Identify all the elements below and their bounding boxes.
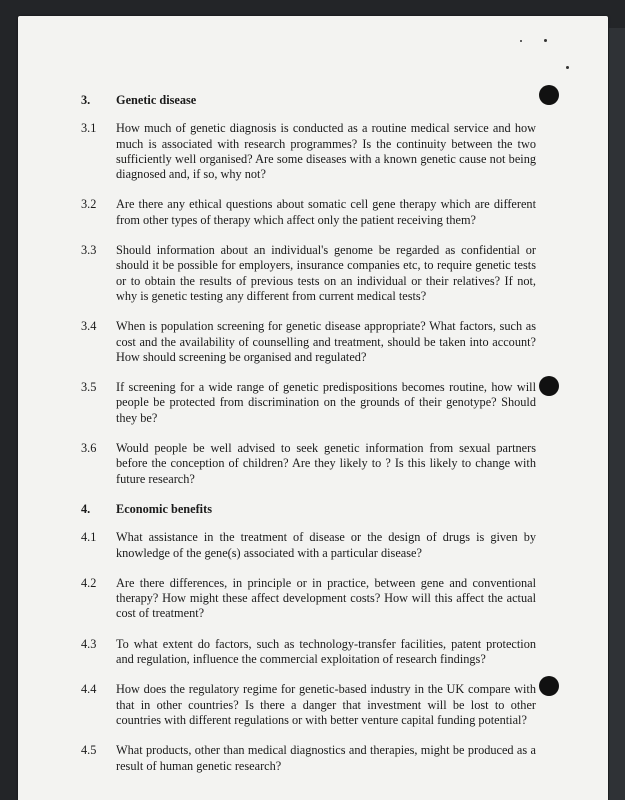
question-text: To what extent do factors, such as technology-transfer facilities, patent protection and regulation, influence the commercial exploitation of research findings? bbox=[116, 636, 536, 667]
question-text: What products, other than medical diagnostics and therapies, might be produced as a result of human genetic research? bbox=[116, 743, 536, 773]
question-number: 3.2 bbox=[81, 197, 97, 212]
section-heading bbox=[81, 93, 536, 108]
question-item bbox=[81, 441, 536, 487]
section-title: Genetic disease bbox=[116, 93, 197, 107]
question-text: What assistance in the treatment of disease or the design of drugs is given by knowledge of the gene(s) associated with a particular disease? bbox=[116, 530, 536, 560]
section-number: 3. bbox=[81, 93, 91, 107]
question-number: 3.5 bbox=[81, 380, 97, 395]
question-number: 4.1 bbox=[81, 530, 97, 545]
question-text: Should information about an individual's genome be regarded as confidential or should it be possible for employers, insurance companies etc, to require genetic tests or to obtain the results of previous tests on an individual or their relatives? If not, why is genetic testing any different from current medical tests? bbox=[116, 243, 536, 303]
section-title: Economic benefits bbox=[116, 501, 212, 516]
scan-speck bbox=[520, 40, 522, 42]
question-number: 4.3 bbox=[81, 636, 97, 651]
document-sheet bbox=[18, 16, 608, 800]
question-number: 3.4 bbox=[81, 319, 97, 334]
question-item bbox=[81, 197, 536, 228]
question-text: Would people be well advised to seek genetic information from sexual partners before the conception of children? Are they likely to ? Is this likely to change with future research? bbox=[116, 441, 536, 486]
question-text: When is population screening for genetic disease appropriate? What factors, such as cost and the availability of counselling and treatment, should be taken into account? How should screening be organised and regulated? bbox=[116, 319, 536, 364]
question-number: 4.2 bbox=[81, 575, 97, 590]
question-text: How does the regulatory regime for genetic-based industry in the UK compare with that in other countries? Is there a danger that investment will be lost to other countries with different regulations or with better venture capital funding potential? bbox=[116, 682, 536, 727]
question-item bbox=[81, 121, 536, 182]
punch-hole bbox=[539, 376, 559, 396]
question-item bbox=[81, 682, 536, 728]
question-item bbox=[81, 576, 536, 622]
question-item bbox=[81, 243, 536, 304]
question-number: 4.5 bbox=[81, 743, 97, 758]
section-number: 4. bbox=[81, 501, 91, 516]
punch-hole bbox=[539, 676, 559, 696]
question-number: 3.3 bbox=[81, 243, 97, 258]
question-item bbox=[81, 530, 536, 561]
question-item bbox=[81, 319, 536, 365]
section-heading bbox=[81, 502, 536, 517]
question-text: If screening for a wide range of genetic predispositions becomes routine, how will people be protected from discrimination on the grounds of their genotype? Should they be? bbox=[116, 380, 536, 425]
question-item bbox=[81, 743, 536, 774]
document-body bbox=[81, 93, 536, 789]
question-number: 3.6 bbox=[81, 441, 97, 456]
question-text: Are there differences, in principle or in practice, between gene and conventional therapy? How might these affect development costs? How will this affect the actual cost of treatment? bbox=[116, 575, 536, 621]
scan-speck bbox=[566, 66, 569, 69]
punch-hole bbox=[539, 85, 559, 105]
question-number: 4.4 bbox=[81, 682, 97, 697]
question-item bbox=[81, 637, 536, 668]
folder-edge bbox=[609, 28, 625, 800]
question-number: 3.1 bbox=[81, 121, 97, 136]
scan-speck bbox=[544, 39, 547, 42]
question-text: How much of genetic diagnosis is conducted as a routine medical service and how much is associated with research programmes? Is the continuity between the two sufficiently well organised? Are some diseases with a known genetic cause not being diagnosed and, if so, why not? bbox=[116, 121, 536, 182]
question-item bbox=[81, 380, 536, 426]
question-text: Are there any ethical questions about somatic cell gene therapy which are different from other types of therapy which affect only the patient receiving them? bbox=[116, 197, 536, 227]
